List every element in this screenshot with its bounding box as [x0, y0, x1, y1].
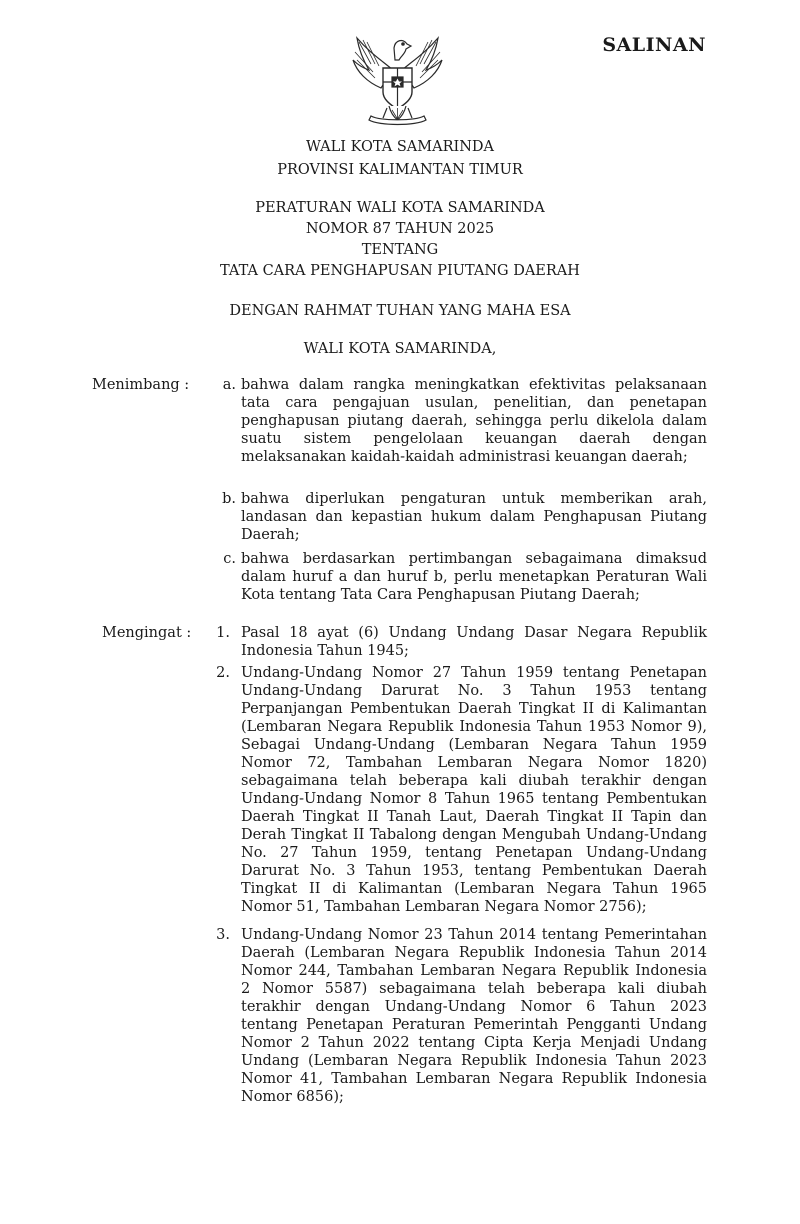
menimbang-item-c: bahwa berdasarkan pertimbangan sebagaimana dimaksud dalam huruf a dan huruf b, perlu menetapkan Peraturan Wali Kota tentang Tata Cara Penghapusan Piutang Daerah; [241, 551, 707, 603]
mengingat-marker-2: 2. [216, 665, 230, 681]
menimbang-item-b: bahwa diperlukan pengaturan untuk memberikan arah, landasan dan kepastian hukum dalam Penghapusan Piutang Daerah; [241, 491, 707, 543]
authority-line: WALI KOTA SAMARINDA, [303, 341, 497, 357]
menimbang-marker-c: c. [223, 551, 236, 567]
garuda-emblem-icon [345, 30, 450, 130]
menimbang-marker-a: a. [222, 377, 236, 393]
header-line-2: PROVINSI KALIMANTAN TIMUR [277, 162, 523, 178]
menimbang-marker-b: b. [222, 491, 236, 507]
mengingat-item-2: Undang-Undang Nomor 27 Tahun 1959 tentang Penetapan Undang-Undang Darurat No. 3 Tahun 1953 tentang Perpanjangan Pembentukan Daerah Tingkat II di Kalimantan (Lembaran Negara Republik Indonesia Tahun 1953 Nomor 9), Sebagai Undang-Undang (Lembaran Negara Tahun 1959 Nomor 72, Tambahan Lembaran Negara Nomor 1820) sebagaimana telah beberapa kali diubah terakhir dengan Undang-Undang Nomor 8 Tahun 1965 tentang Pembentukan Daerah Tingkat II Tanah Laut, Daerah Tingkat II Tapin dan Derah Tingkat II Tabalong dengan Mengubah Undang-Undang No. 27 Tahun 1959, tentang Penetapan Undang-Undang Darurat No. 3 Tahun 1953, tentang Pembentukan Daerah Tingkat II di Kalimantan (Lembaran Negara Tahun 1965 Nomor 51, Tambahan Lembaran Negara Nomor 2756); [241, 665, 707, 915]
menimbang-item-a: bahwa dalam rangka meningkatkan efektivitas pelaksanaan tata cara pengajuan usulan, penelitian, dan penetapan penghapusan piutang daerah, sehingga perlu dikelola dalam suatu sistem pengelolaan keuangan daerah dengan melaksanakan kaidah-kaidah administrasi keuangan daerah; [241, 377, 707, 465]
mengingat-item-3: Undang-Undang Nomor 23 Tahun 2014 tentang Pemerintahan Daerah (Lembaran Negara Republik Indonesia Tahun 2014 Nomor 244, Tambahan Lembaran Negara Republik Indonesia 2 Nomor 5587) sebagaimana telah beberapa kali diubah terakhir dengan Undang-Undang Nomor 6 Tahun 2023 tentang Penetapan Peraturan Pemerintah Pengganti Undang Nomor 2 Tahun 2022 tentang Cipta Kerja Menjadi Undang Undang (Lembaran Negara Republik Indonesia Tahun 2023 Nomor 41, Tambahan Lembaran Negara Republik Indonesia Nomor 6856); [241, 927, 707, 1105]
invocation: DENGAN RAHMAT TUHAN YANG MAHA ESA [229, 303, 571, 319]
mengingat-marker-1: 1. [216, 625, 230, 641]
mengingat-item-1: Pasal 18 ayat (6) Undang Undang Dasar Negara Republik Indonesia Tahun 1945; [241, 625, 707, 659]
mengingat-label: Mengingat : [102, 625, 192, 641]
title-line-2: NOMOR 87 TAHUN 2025 [305, 221, 495, 237]
title-line-1: PERATURAN WALI KOTA SAMARINDA [255, 200, 545, 216]
title-line-4: TATA CARA PENGHAPUSAN PIUTANG DAERAH [220, 263, 580, 279]
salinan-stamp: SALINAN [602, 34, 706, 56]
menimbang-label: Menimbang : [92, 377, 190, 393]
header-line-1: WALI KOTA SAMARINDA [305, 139, 495, 155]
mengingat-marker-3: 3. [216, 927, 230, 943]
title-line-3: TENTANG [361, 242, 439, 258]
